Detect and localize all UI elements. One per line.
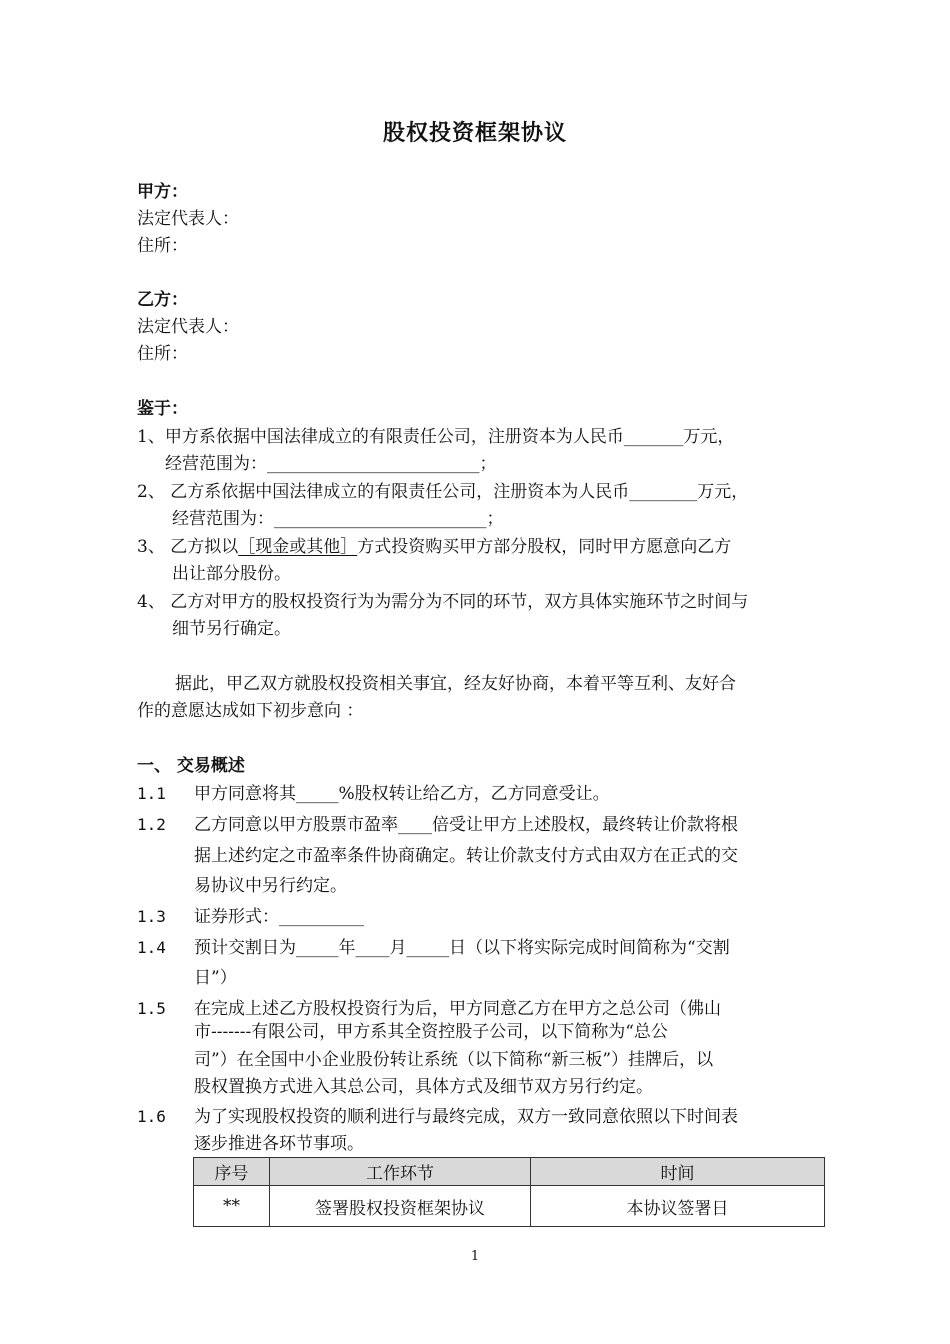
whereas-item-1-line-1 <box>137 425 734 449</box>
clause-1-6-line-1 <box>137 1105 738 1129</box>
whereas-item-1-line-2 <box>165 452 497 476</box>
payment-method-field: ［现金或其他］ <box>238 537 358 557</box>
preamble-line-1: 据此，甲乙双方就股权投资相关事宜，经友好协商，本着平等互利、友好合 <box>175 674 736 694</box>
page-number: 1 <box>470 1249 480 1264</box>
text: 方式投资购买甲方部分股权，同时甲方愿意向乙方 <box>357 537 732 557</box>
clause-1-3 <box>137 905 364 929</box>
text: 乙方同意以甲方股票市盈率 <box>194 815 398 835</box>
clause-number: 1.4 <box>137 938 166 957</box>
text: 年 <box>338 938 356 958</box>
text: 证券形式： <box>194 907 279 927</box>
party-b-address: 住所： <box>137 344 188 364</box>
clause-1-5-line-2: 市-------有限公司，甲方系其全资控股子公司，以下简称为“总公 <box>194 1022 668 1042</box>
party-a-address: 住所： <box>137 236 188 256</box>
party-a-heading: 甲方： <box>137 182 188 202</box>
section-1-heading: 一、 交易概述 <box>137 756 245 776</box>
cell-time: 本协议签署日 <box>531 1186 825 1227</box>
table-header-row <box>194 1158 825 1186</box>
text: 甲方同意将其 <box>194 784 296 804</box>
text: ； <box>486 509 504 529</box>
whereas-item-4-line-2: 细节另行确定。 <box>172 619 291 639</box>
clause-number: 1.1 <box>137 784 166 803</box>
party-a-rep: 法定代表人： <box>137 209 239 229</box>
whereas-item-3-line-2: 出让部分股份。 <box>172 564 291 584</box>
document-title: 股权投资框架协议 <box>382 121 567 146</box>
column-header-step: 工作环节 <box>270 1158 531 1186</box>
cell-seq: ** <box>194 1186 270 1227</box>
whereas-item-4-line-1: 4、 乙方对甲方的股权投资行为为需分为不同的环节，双方具体实施环节之时间与 <box>137 592 749 612</box>
clause-1-4-line-1 <box>137 936 730 960</box>
text: %股权转让给乙方，乙方同意受让。 <box>338 784 610 804</box>
capital-blank: _______ <box>623 427 684 447</box>
table-row <box>194 1186 825 1227</box>
text: ； <box>479 454 497 474</box>
clause-number: 1.6 <box>137 1107 166 1126</box>
text: 万元， <box>697 482 749 502</box>
whereas-heading: 鉴于： <box>137 399 188 419</box>
party-b-rep: 法定代表人： <box>137 317 239 337</box>
text: 经营范围为： <box>165 454 267 474</box>
schedule-table <box>193 1157 825 1227</box>
clause-number: 1.3 <box>137 907 166 926</box>
security-form-blank: __________ <box>279 907 364 927</box>
text: 倍受让甲方上述股权，最终转让价款将根 <box>432 815 738 835</box>
text: 预计交割日为 <box>194 938 296 958</box>
clause-number: 1.2 <box>137 815 166 834</box>
text: 在完成上述乙方股权投资行为后，甲方同意乙方在甲方之总公司（佛山 <box>194 999 721 1019</box>
percent-blank: _____ <box>296 784 339 804</box>
column-header-seq: 序号 <box>194 1158 270 1186</box>
day-blank: _____ <box>406 938 449 958</box>
cell-step: 签署股权投资框架协议 <box>270 1186 531 1227</box>
clause-1-2-line-2: 据上述约定之市盈率条件协商确定。转让价款支付方式由双方在正式的交 <box>194 846 738 866</box>
month-blank: ____ <box>355 938 390 958</box>
pe-ratio-blank: ____ <box>398 815 432 835</box>
scope-blank: _________________________ <box>274 509 487 529</box>
whereas-item-2-line-1 <box>137 480 748 504</box>
clause-1-2-line-1 <box>137 813 738 837</box>
text: 为了实现股权投资的顺利进行与最终完成，双方一致同意依照以下时间表 <box>194 1107 738 1127</box>
clause-1-5-line-4: 股权置换方式进入其总公司，具体方式及细节双方另行约定。 <box>194 1077 653 1097</box>
text: 3、 乙方拟以 <box>137 537 239 557</box>
column-header-time: 时间 <box>531 1158 825 1186</box>
clause-1-2-line-3: 易协议中另行约定。 <box>194 876 347 896</box>
text: 日（以下将实际完成时间简称为“交割 <box>449 938 730 958</box>
text: 月 <box>389 938 407 958</box>
capital-blank: ________ <box>629 482 698 502</box>
text: 万元， <box>683 427 735 447</box>
preamble-line-2: 作的意愿达成如下初步意向 ： <box>137 701 364 721</box>
text: 经营范围为： <box>172 509 274 529</box>
year-blank: _____ <box>296 938 339 958</box>
whereas-item-2-line-2 <box>172 507 504 531</box>
whereas-item-3-line-1 <box>137 535 731 559</box>
clause-1-6-line-2: 逐步推进各环节事项。 <box>194 1134 364 1154</box>
clause-1-5-line-1 <box>137 997 721 1021</box>
scope-blank: _________________________ <box>267 454 480 474</box>
clause-1-1 <box>137 782 610 806</box>
clause-number: 1.5 <box>137 999 166 1018</box>
text: 2、 乙方系依据中国法律成立的有限责任公司，注册资本为人民币 <box>137 482 630 502</box>
clause-1-4-line-2: 日”） <box>194 968 237 988</box>
text: 1、甲方系依据中国法律成立的有限责任公司，注册资本为人民币 <box>137 427 624 447</box>
party-b-heading: 乙方： <box>137 290 188 310</box>
clause-1-5-line-3: 司”）在全国中小企业股份转让系统（以下简称“新三板”）挂牌后，以 <box>194 1050 714 1070</box>
